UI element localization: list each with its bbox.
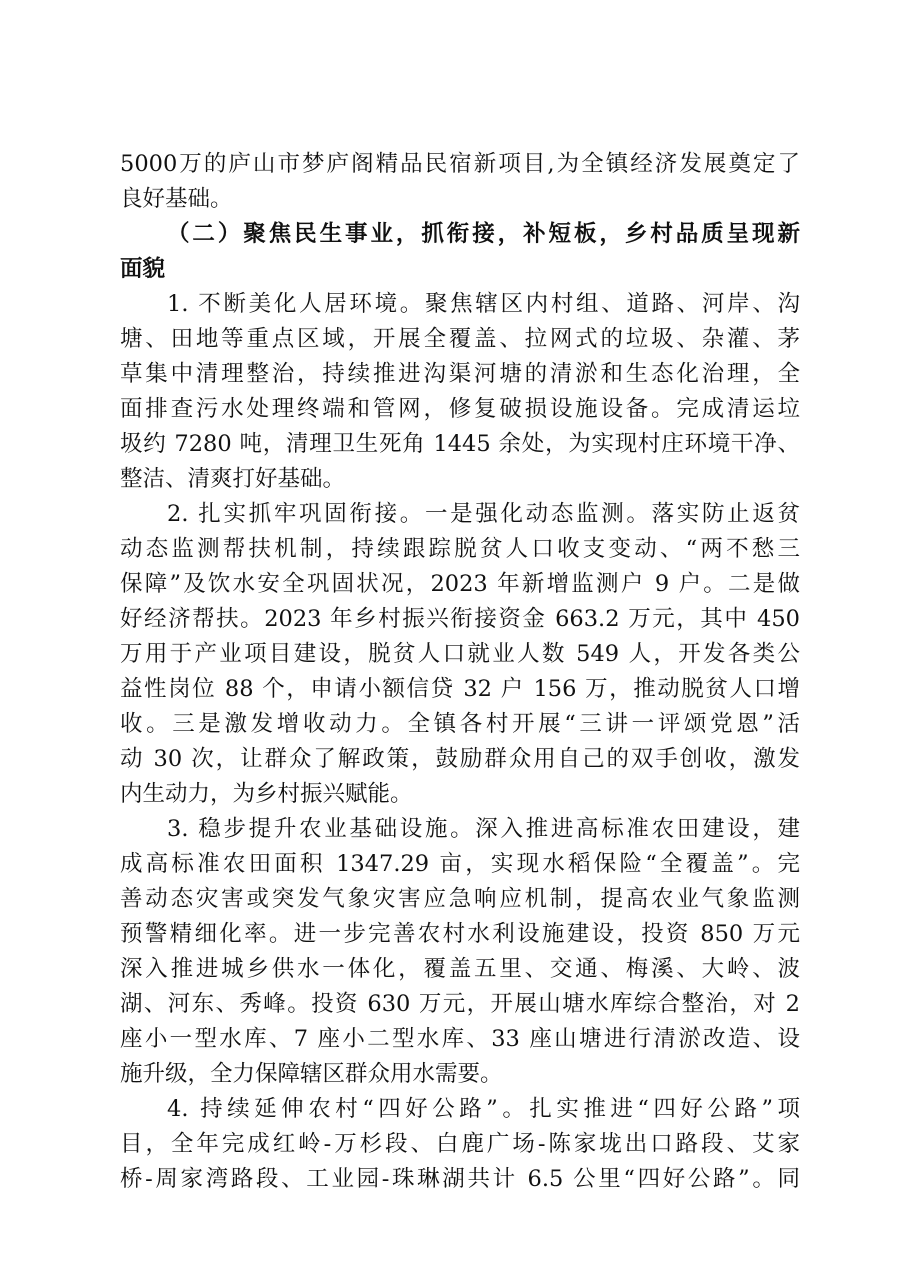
text-line: 动 30 次，让群众了解政策，鼓励群众用自己的双手创收，激发 bbox=[120, 746, 800, 772]
text-line: 良好基础。 bbox=[120, 186, 233, 212]
paragraph-agricultural-infrastructure bbox=[120, 812, 800, 1092]
text-line: 动态监测帮扶机制，持续跟踪脱贫人口收支变动、“两不愁三 bbox=[120, 536, 800, 562]
text-line: 3. 稳步提升农业基础设施。深入推进高标准农田建设，建 bbox=[167, 816, 800, 842]
text-line: 草集中清理整治，持续推进沟渠河塘的清淤和生态化治理，全 bbox=[120, 361, 800, 387]
text-line: 施升级，全力保障辖区群众用水需要。 bbox=[120, 1061, 503, 1087]
text-line: 2. 扎实抓牢巩固衔接。一是强化动态监测。落实防止返贫 bbox=[167, 501, 800, 527]
text-line: 湖、河东、秀峰。投资 630 万元，开展山塘水库综合整治，对 2 bbox=[120, 991, 800, 1017]
text-line: 内生动力，为乡村振兴赋能。 bbox=[120, 781, 413, 807]
text-line: 座小一型水库、7 座小二型水库、33 座山塘进行清淤改造、设 bbox=[120, 1026, 800, 1052]
paragraph-consolidation bbox=[120, 497, 800, 812]
text-line: 4. 持续延伸农村“四好公路”。扎实推进“四好公路”项 bbox=[167, 1096, 800, 1122]
text-line: 万用于产业项目建设，脱贫人口就业人数 549 人，开发各类公 bbox=[120, 641, 800, 667]
paragraph-rural-roads bbox=[120, 1092, 800, 1197]
text-line: 收。三是激发增收动力。全镇各村开展“三讲一评颂党恩”活 bbox=[120, 711, 800, 737]
text-line: 面排查污水处理终端和管网，修复破损设施设备。完成清运垃 bbox=[120, 396, 800, 422]
text-line: 好经济帮扶。2023 年乡村振兴衔接资金 663.2 万元，其中 450 bbox=[120, 606, 800, 632]
text-line: 桥-周家湾路段、工业园-珠琳湖共计 6.5 公里“四好公路”。同 bbox=[120, 1166, 800, 1192]
text-line: 目，全年完成红岭-万杉段、白鹿广场-陈家垅出口路段、艾家 bbox=[120, 1131, 800, 1157]
document-page bbox=[120, 147, 800, 1197]
text-line: 预警精细化率。进一步完善农村水利设施建设，投资 850 万元 bbox=[120, 921, 800, 947]
text-line: 整洁、清爽打好基础。 bbox=[120, 466, 346, 492]
text-line: 保障”及饮水安全巩固状况，2023 年新增监测户 9 户。二是做 bbox=[120, 571, 800, 597]
heading-line: （二）聚焦民生事业，抓衔接，补短板，乡村品质呈现新 bbox=[167, 221, 800, 247]
text-line: 塘、田地等重点区域，开展全覆盖、拉网式的垃圾、杂灌、茅 bbox=[120, 326, 800, 352]
paragraph-continuation bbox=[120, 147, 800, 217]
text-line: 圾约 7280 吨，清理卫生死角 1445 余处，为实现村庄环境干净、 bbox=[120, 431, 800, 457]
text-line: 善动态灾害或突发气象灾害应急响应机制，提高农业气象监测 bbox=[120, 886, 800, 912]
section-heading bbox=[120, 217, 800, 287]
text-line: 1. 不断美化人居环境。聚焦辖区内村组、道路、河岸、沟 bbox=[167, 291, 800, 317]
text-line: 5000万的庐山市梦庐阁精品民宿新项目,为全镇经济发展奠定了 bbox=[120, 151, 800, 177]
paragraph-living-environment bbox=[120, 287, 800, 497]
text-line: 益性岗位 88 个，申请小额信贷 32 户 156 万，推动脱贫人口增 bbox=[120, 676, 800, 702]
text-line: 成高标准农田面积 1347.29 亩，实现水稻保险“全覆盖”。完 bbox=[120, 851, 800, 877]
text-line: 深入推进城乡供水一体化，覆盖五里、交通、梅溪、大岭、波 bbox=[120, 956, 800, 982]
heading-line: 面貌 bbox=[120, 256, 166, 282]
